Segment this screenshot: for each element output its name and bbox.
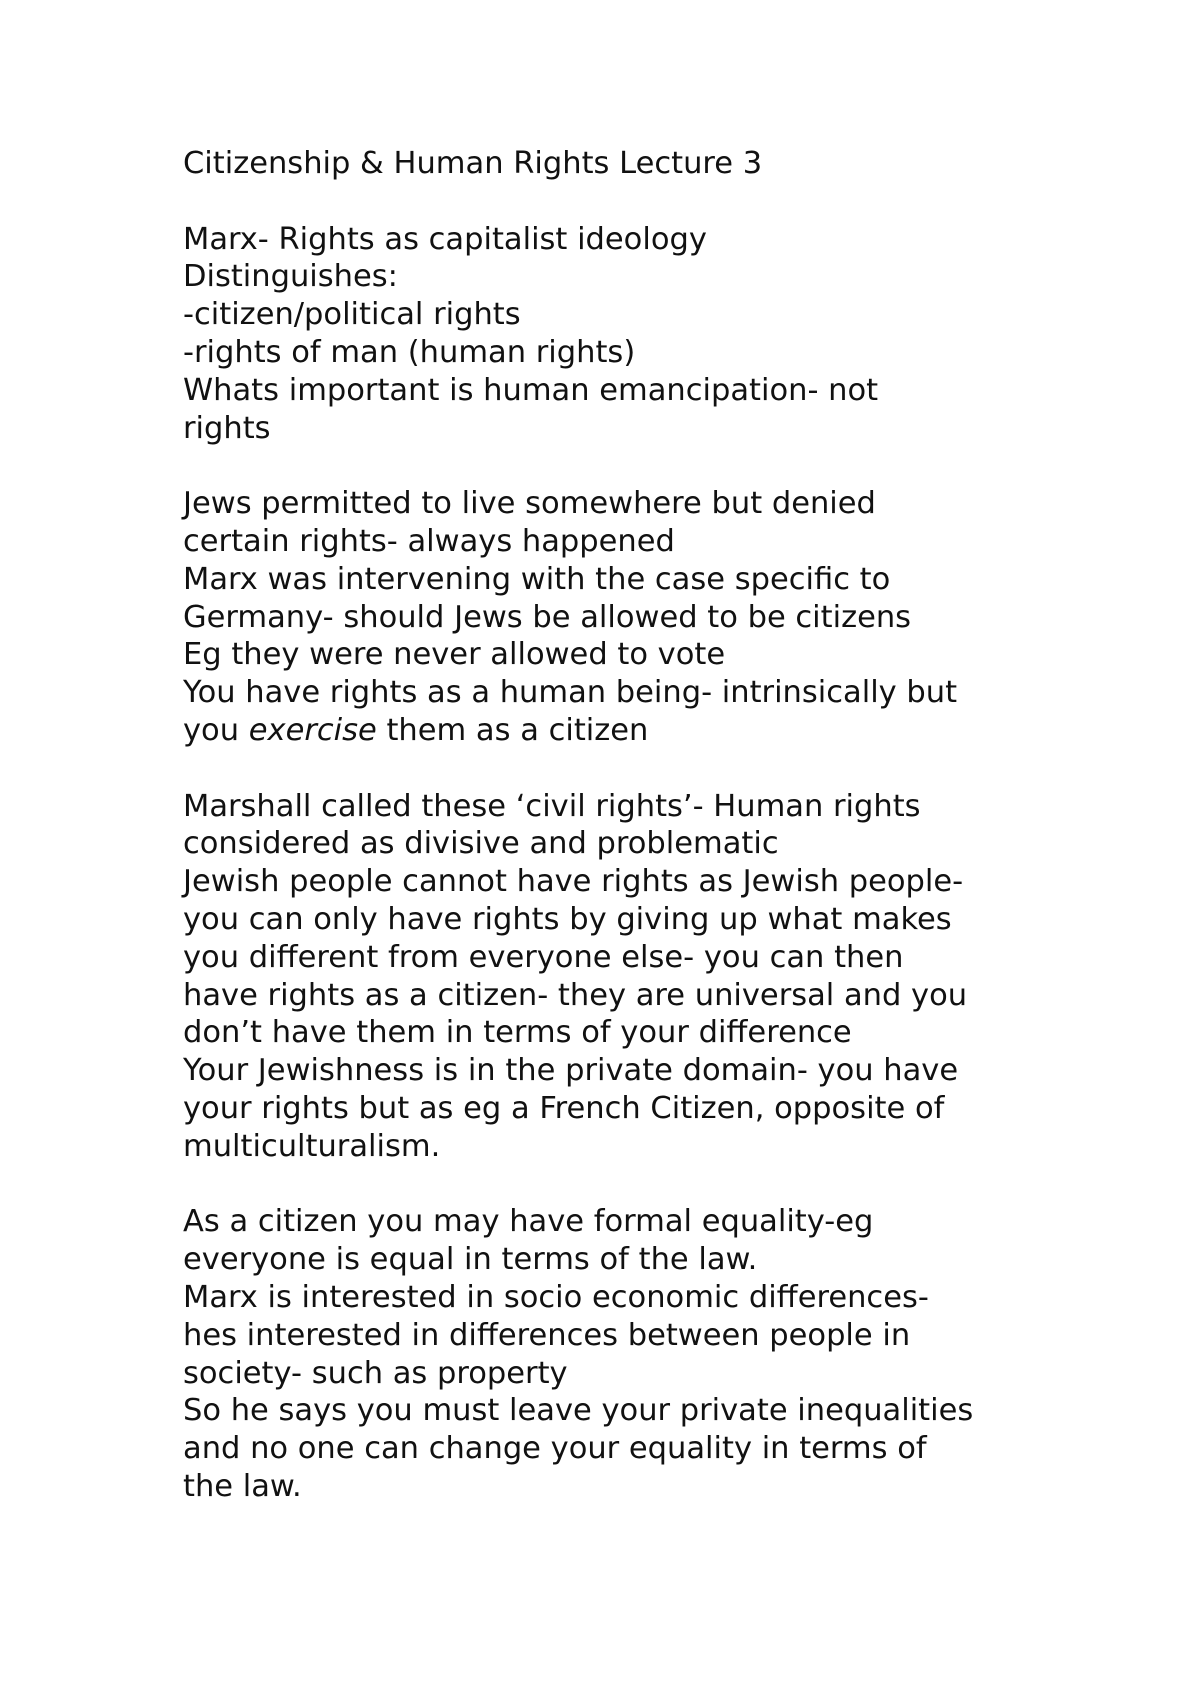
section1-text-line: Whats important is human emancipation- not [183,372,879,408]
paragraph-spacer [183,447,1063,485]
text-prefix: you [183,712,249,748]
section3-text-line: you can only have rights by giving up what makes [183,901,952,937]
section1-heading: Marx- Rights as capitalist ideology [183,221,707,257]
section3-text-line: Jewish people cannot have rights as Jewish people- [183,864,964,900]
section3-text-line: your rights but as eg a French Citizen, opposite of [183,1090,945,1126]
section2-text-line: Eg they were never allowed to vote [183,637,726,673]
paragraph-spacer [183,1166,1063,1204]
section3-text-line: multiculturalism. [183,1128,441,1164]
section3-text-line: Marshall called these ‘civil rights’- Human rights [183,788,921,824]
document-body [183,145,1063,1506]
section3-text-line: have rights as a citizen- they are universal and you [183,977,968,1013]
section3-text-line: don’t have them in terms of your difference [183,1015,852,1051]
paragraph-spacer [183,750,1063,788]
section3-text-line: considered as divisive and problematic [183,826,779,862]
section3-text-line: Your Jewishness is in the private domain- you have [183,1053,959,1089]
section4-text-line: everyone is equal in terms of the law. [183,1242,758,1278]
section4-text-line: the law. [183,1468,302,1504]
section4-text-line: and no one can change your equality in terms of [183,1431,927,1467]
document-title: Citizenship & Human Rights Lecture 3 [183,146,763,181]
section1-item-rights-of-man: -rights of man (human rights) [183,334,636,370]
section3-text-line: you different from everyone else- you can then [183,939,904,975]
section4-text-line: Marx is interested in socio economic differences- [183,1279,929,1315]
section2-text-line: Germany- should Jews be allowed to be citizens [183,599,912,635]
section4-text-line: As a citizen you may have formal equality-eg [183,1204,874,1240]
paragraph-spacer [183,183,1063,221]
section4-text-line: So he says you must leave your private inequalities [183,1393,974,1429]
section4-text-line: hes interested in differences between people in [183,1317,911,1353]
section2-text-line: certain rights- always happened [183,523,675,559]
section1-item-citizen-rights: -citizen/political rights [183,297,521,333]
section1-distinguishes: Distinguishes: [183,259,398,295]
section1-text-line: rights [183,410,271,446]
section4-text-line: society- such as property [183,1355,568,1391]
text-suffix: them as a citizen [376,712,649,748]
section2-text-line: Marx was intervening with the case specific to [183,561,891,597]
section2-text-line: You have rights as a human being- intrinsically but [183,675,958,711]
section2-text-line-with-emphasis [183,712,1063,750]
section2-text-line: Jews permitted to live somewhere but denied [183,486,876,522]
emphasized-word: exercise [248,712,377,748]
